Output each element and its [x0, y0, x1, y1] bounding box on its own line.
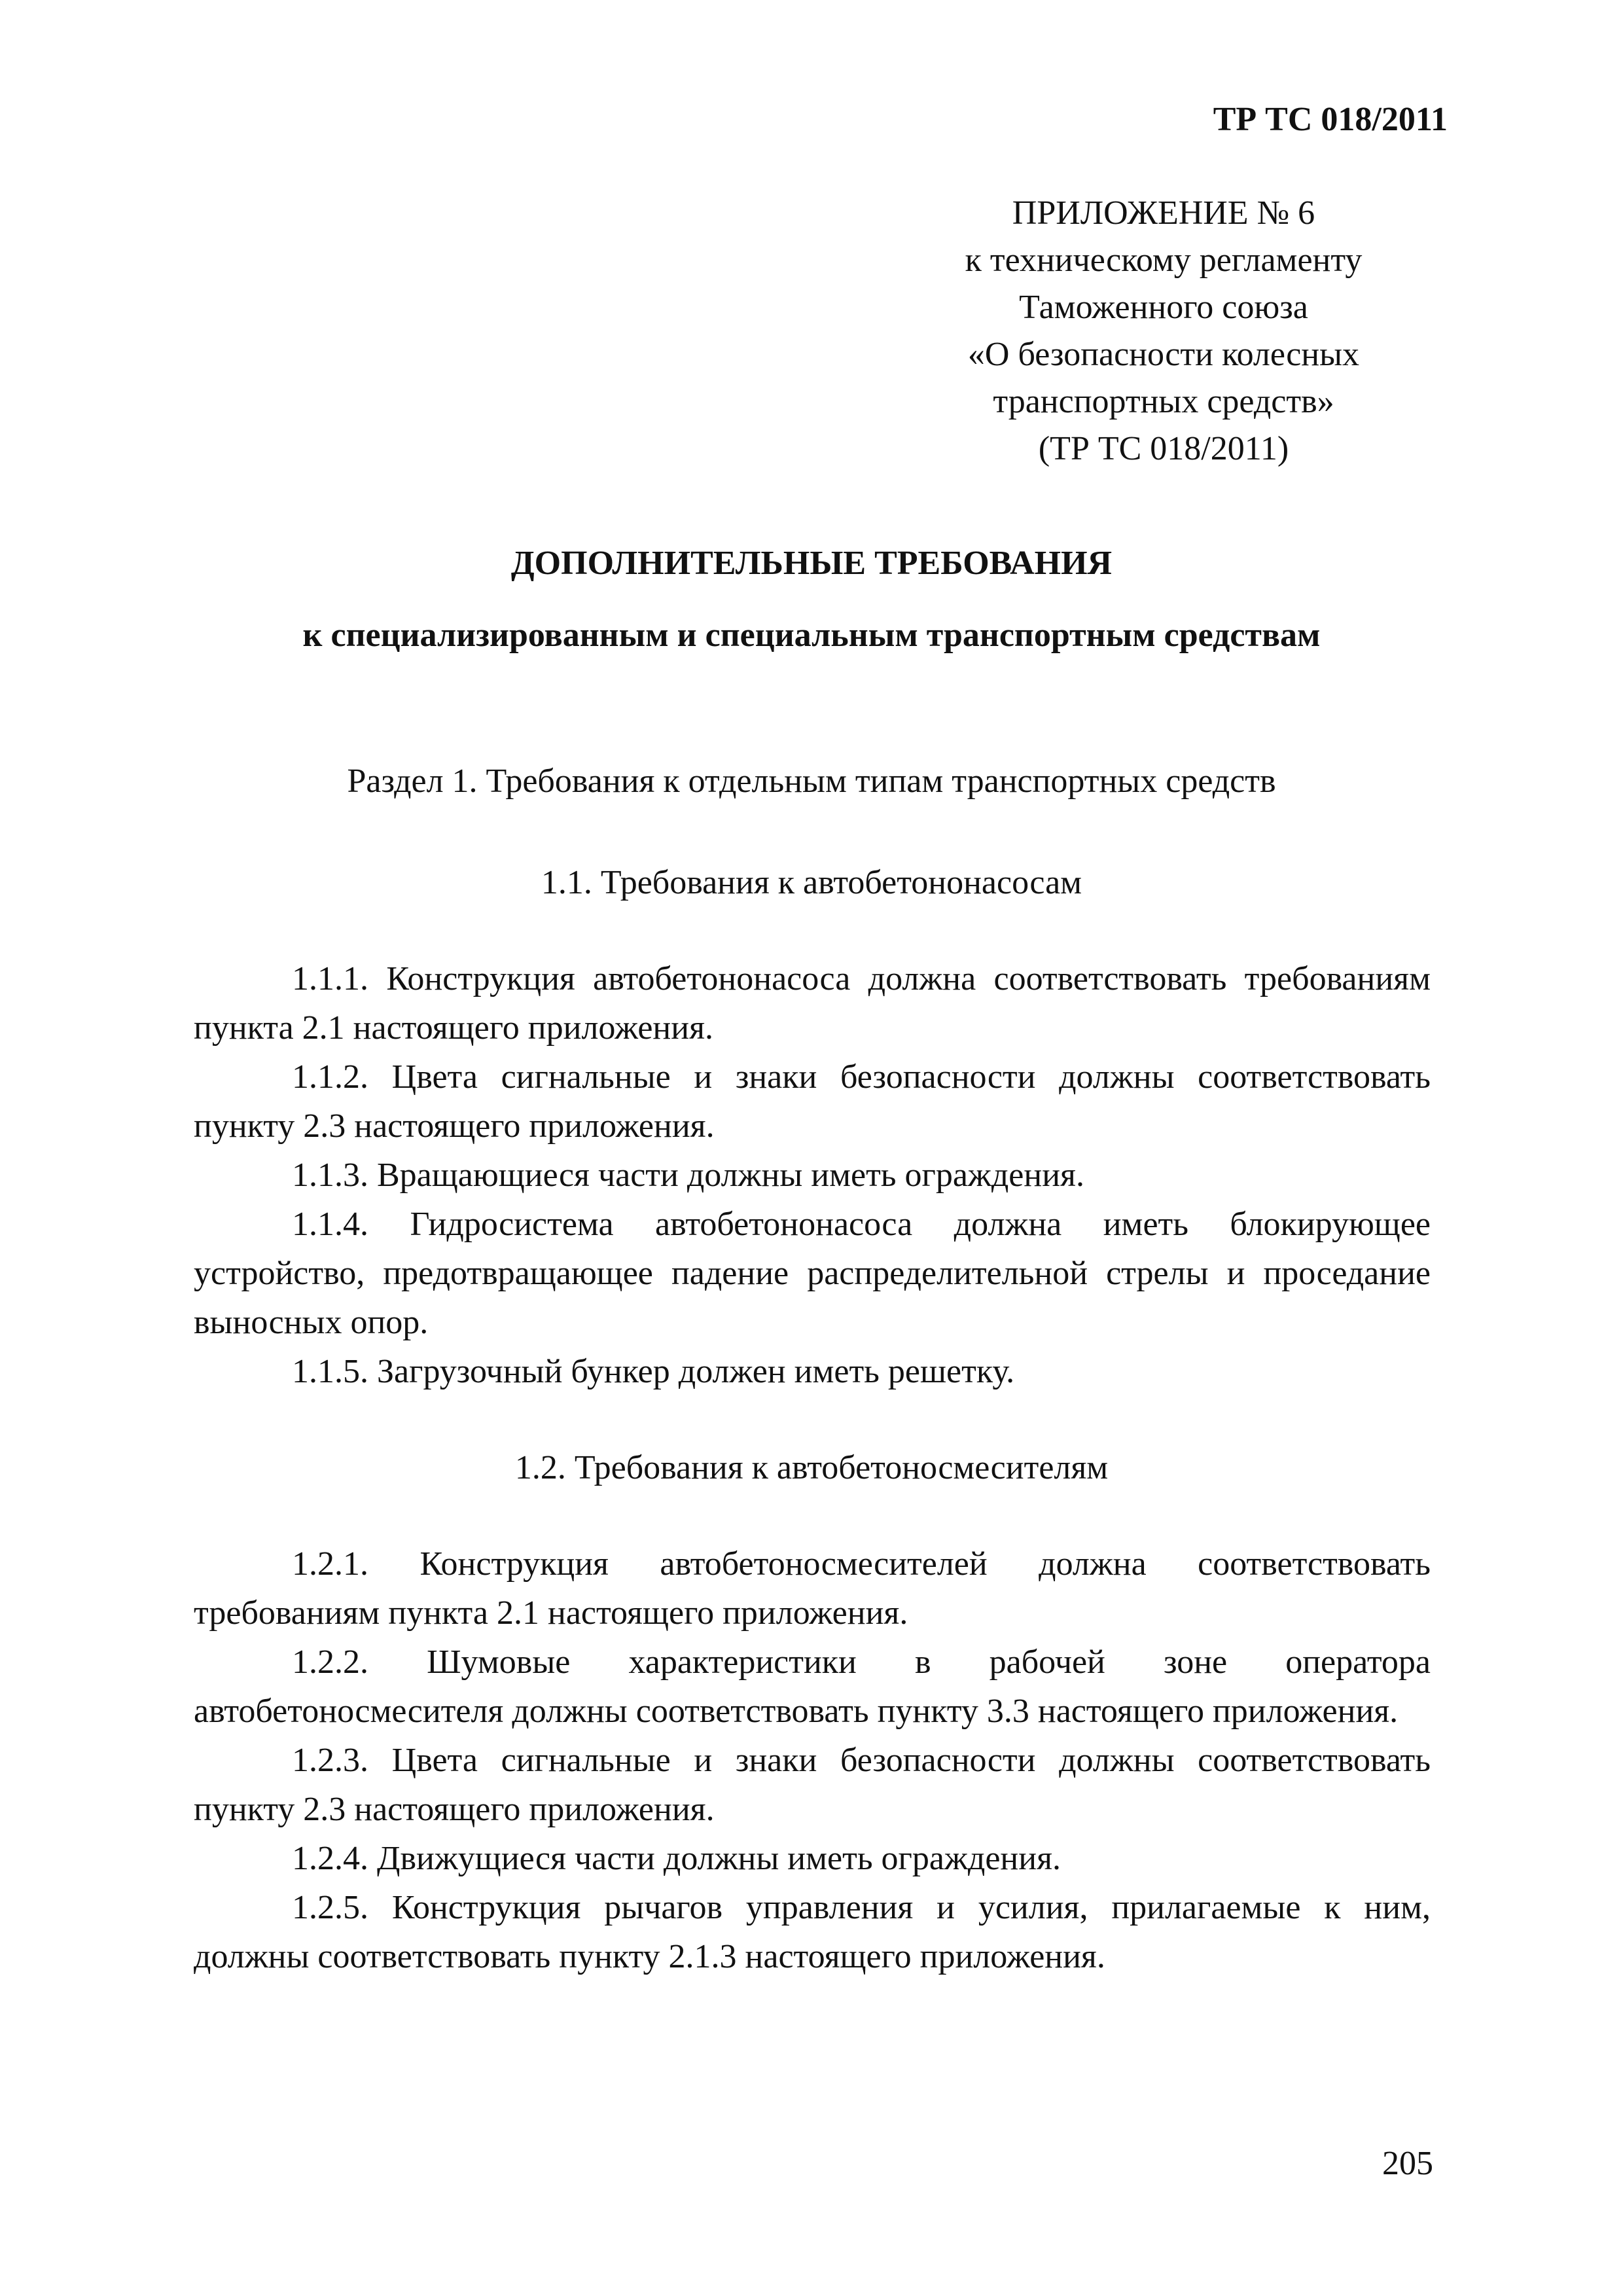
clause-paragraph: 1.1.4. Гидросистема автобетононасоса должна иметь блокирующее устройство, предотвращающее падение распределительной стрелы и проседание выносных опор. — [194, 1206, 1431, 1341]
page-subtitle: к специализированным и специальным транспортным средствам — [302, 617, 1321, 654]
page-title: ДОПОЛНИТЕЛЬНЫЕ ТРЕБОВАНИЯ — [510, 545, 1113, 582]
appendix-line: ПРИЛОЖЕНИЕ № 6 — [1012, 194, 1315, 232]
subsection-title: 1.2. Требования к автобетоносмесителям — [514, 1449, 1109, 1486]
clause-paragraph: 1.1.1. Конструкция автобетононасоса должна соответствовать требованиям пункта 2.1 настоящего приложения. — [194, 960, 1431, 1047]
clause-paragraph: 1.2.5. Конструкция рычагов управления и усилия, прилагаемые к ним, должны соответствовать пункту 2.1.3 настоящего приложения. — [194, 1889, 1431, 1975]
clause-paragraph: 1.2.1. Конструкция автобетоносмесителей должна соответствовать требованиям пункта 2.1 настоящего приложения. — [194, 1545, 1431, 1632]
subsection-body — [194, 1539, 1431, 1981]
appendix-line: «О безопасности колесных — [967, 336, 1360, 373]
document-code: ТР ТС 018/2011 — [1213, 101, 1448, 138]
clause-paragraph: 1.1.3. Вращающиеся части должны иметь ограждения. — [292, 1157, 1084, 1194]
page-number: 205 — [1382, 2145, 1433, 2182]
clause-paragraph: 1.2.4. Движущиеся части должны иметь ограждения. — [292, 1840, 1061, 1877]
appendix-header — [882, 190, 1445, 473]
appendix-line: Таможенного союза — [1019, 289, 1308, 326]
clause-paragraph: 1.1.2. Цвета сигнальные и знаки безопасности должны соответствовать пункту 2.3 настоящего приложения. — [194, 1058, 1431, 1145]
clause-paragraph: 1.2.3. Цвета сигнальные и знаки безопасности должны соответствовать пункту 2.3 настоящего приложения. — [194, 1742, 1431, 1828]
section-title: Раздел 1. Требования к отдельным типам транспортных средств — [347, 762, 1276, 800]
subsection-body — [194, 954, 1431, 1396]
appendix-line: к техническому регламенту — [965, 242, 1363, 279]
appendix-line: (ТР ТС 018/2011) — [1038, 430, 1289, 467]
appendix-line: транспортных средств» — [993, 383, 1334, 420]
subsection-title: 1.1. Требования к автобетононасосам — [541, 864, 1082, 901]
clause-paragraph: 1.1.5. Загрузочный бункер должен иметь решетку. — [292, 1353, 1015, 1390]
clause-paragraph: 1.2.2. Шумовые характеристики в рабочей зоне оператора автобетоносмесителя должны соответствовать пункту 3.3 настоящего приложения. — [194, 1643, 1431, 1730]
